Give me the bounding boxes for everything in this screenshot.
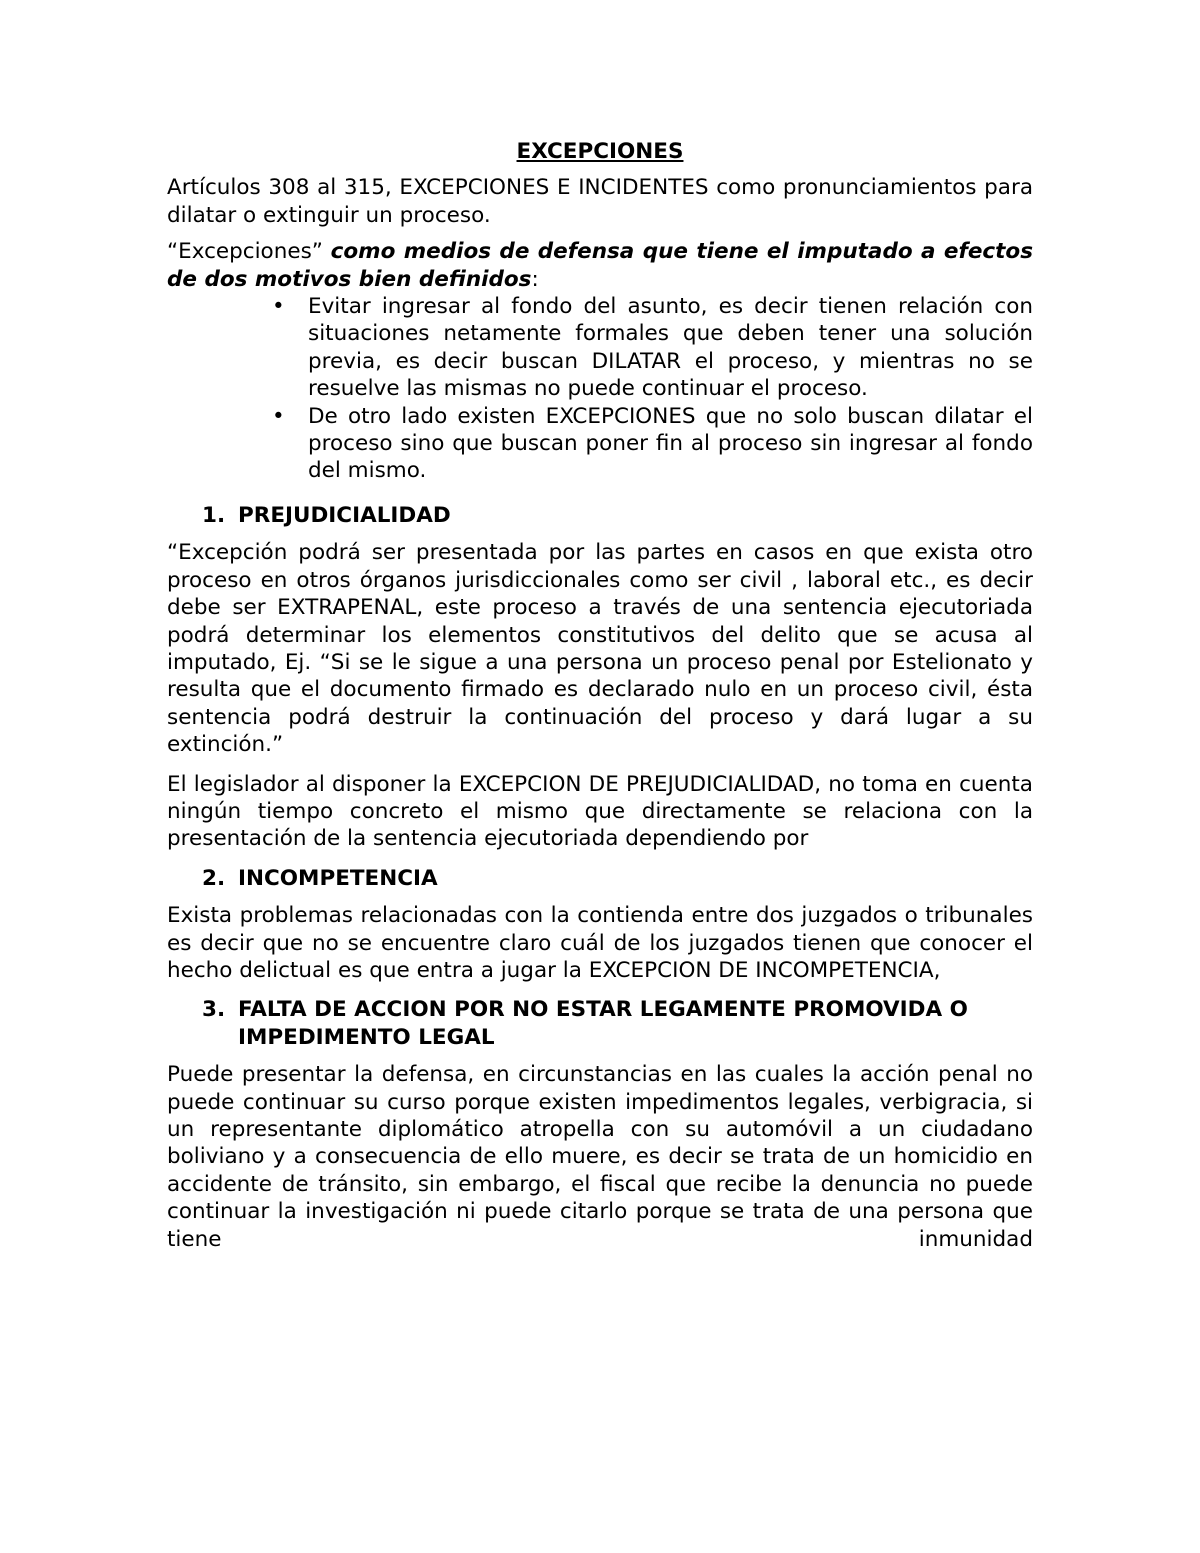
intro-paragraph: Artículos 308 al 315, EXCEPCIONES E INCIDENTES como pronunciamientos para dilatar o extinguir un proceso. <box>167 175 1033 228</box>
section-number: 3. <box>202 997 226 1023</box>
section-paragraph: Exista problemas relacionadas con la contienda entre dos juzgados o tribunales es decir que no se encuentre claro cuál de los juzgados tienen que conocer el hecho delictual es que entra a jugar la EXCEPCION DE INCOMPETENCIA, <box>167 903 1033 983</box>
definition-paragraph <box>167 238 1033 293</box>
definition-lead: “Excepciones” <box>167 239 331 265</box>
section-number: 2. <box>202 865 226 891</box>
section-heading-prejudicialidad <box>167 502 1033 529</box>
section-heading-falta-de-accion <box>167 996 1033 1051</box>
section-paragraph: Puede presentar la defensa, en circunstancias en las cuales la acción penal no puede continuar su curso porque existen impedimentos legales, verbigracia, si un representante diplomático atropella con su automóvil a un ciudadano boliviano y a consecuencia de ello muere, es decir se trata de un homicidio en accidente de tránsito, sin embargo, el fiscal que recibe la denuncia no puede continuar la investigación ni puede citarlo porque se trata de una persona que tiene inmunidad <box>167 1062 1033 1252</box>
section-heading-text: FALTA DE ACCION POR NO ESTAR LEGAMENTE PROMOVIDA O IMPEDIMENTO LEGAL <box>238 997 968 1050</box>
bullet-icon: • <box>272 294 285 320</box>
section-heading-text: INCOMPETENCIA <box>238 865 438 891</box>
definition-tail: : <box>531 266 539 292</box>
section-number: 1. <box>202 502 226 528</box>
bullet-list <box>167 293 1033 485</box>
list-item <box>167 403 1033 485</box>
definition-emphasis: como medios de defensa que tiene el imputado a efectos de dos motivos bien definidos <box>167 239 1033 292</box>
section-heading-text: PREJUDICIALIDAD <box>238 502 451 528</box>
section-paragraph: El legislador al disponer la EXCEPCION DE PREJUDICIALIDAD, no toma en cuenta ningún tiempo concreto el mismo que directamente se relaciona con la presentación de la sentencia ejecutoriada dependiendo por <box>167 771 1033 852</box>
bullet-icon: • <box>272 403 285 429</box>
document-page <box>167 138 1033 1253</box>
bullet-text: De otro lado existen EXCEPCIONES que no solo buscan dilatar el proceso sino que buscan poner fin al proceso sin ingresar al fondo del mismo. <box>308 403 1033 484</box>
bullet-text: Evitar ingresar al fondo del asunto, es decir tienen relación con situaciones netamente formales que deben tener una solución previa, es decir buscan DILATAR el proceso, y mientras no se resuelve las mismas no puede continuar el proceso. <box>308 294 1033 402</box>
section-heading-incompetencia <box>167 865 1033 892</box>
document-title: EXCEPCIONES <box>516 139 684 164</box>
section-paragraph: “Excepción podrá ser presentada por las partes en casos en que exista otro proceso en otros órganos jurisdiccionales como ser civil , laboral etc., es decir debe ser EXTRAPENAL, este proceso a través de una sentencia ejecutoriada podrá determinar los elementos constitutivos del delito que se acusa al imputado, Ej. “Si se le sigue a una persona un proceso penal por Estelionato y resulta que el documento firmado es declarado nulo en un proceso civil, ésta sentencia podrá destruir la continuación del proceso y dará lugar a su extinción.” <box>167 540 1033 758</box>
list-item <box>167 293 1033 403</box>
